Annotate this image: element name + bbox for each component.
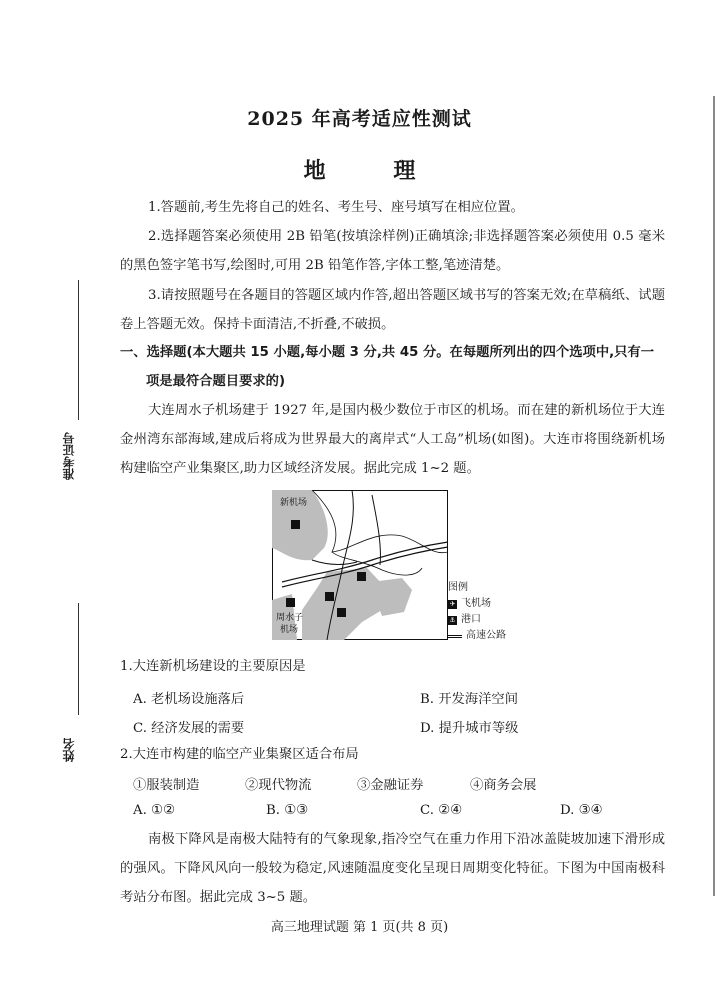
passage-2: 南极下降风是南极大陆特有的气象现象,指冷空气在重力作用下沿冰盖陡坡加速下滑形成的强风。下降风风向一般较为稳定,风速随温度变化呈现日周期变化特征。下图为中国南极科考站分布图。据此完成 3~5 题。 <box>120 832 665 905</box>
q1-option-d[interactable]: D. 提升城市等级 <box>420 721 519 736</box>
instruction-1: 1.答题前,考生先将自己的姓名、考生号、座号填写在相应位置。 <box>148 200 524 215</box>
q2-item-3: ③金融证券 <box>357 778 424 793</box>
port-icon-1 <box>357 572 366 581</box>
q2-option-c[interactable]: C. ②④ <box>420 803 462 818</box>
q2-item-2: ②现代物流 <box>245 778 312 793</box>
legend-title: 图例 <box>448 582 468 593</box>
name-label: 姓名 <box>62 738 76 762</box>
port-icon-3 <box>337 608 346 617</box>
section-heading-line2: 项是最符合题目要求的) <box>146 374 286 389</box>
old-airport-icon <box>286 598 295 607</box>
anchor-icon: ⚓ <box>449 615 456 624</box>
binding-line-bottom <box>78 603 79 715</box>
exam-title: 2025 年高考适应性测试 <box>247 108 472 130</box>
map-label-old-airport-2: 机场 <box>280 625 299 635</box>
instruction-2: 2.选择题答案必须使用 2B 铅笔(按填涂样例)正确填涂;非选择题答案必须使用 0.5 毫米的黑色签字笔书写,绘图时,可用 2B 铅笔作答,字体工整,笔迹清楚。 <box>120 229 665 273</box>
binding-line-top <box>78 280 79 420</box>
legend-port-label: 港口 <box>461 614 481 625</box>
q1-option-b[interactable]: B. 开发海洋空间 <box>420 692 519 707</box>
legend-airport-label: 飞机场 <box>461 598 491 609</box>
q2-option-d[interactable]: D. ③④ <box>560 803 603 818</box>
instruction-3: 3.请按照题号在各题目的答题区域内作答,超出答题区域书写的答案无效;在草稿纸、试题卷上答题无效。保持卡面清洁,不折叠,不破损。 <box>120 288 665 332</box>
legend-row-airport <box>448 596 506 612</box>
q2-item-4: ④商务会展 <box>470 778 537 793</box>
q2-option-a[interactable]: A. ①② <box>133 803 175 818</box>
map-label-new-airport: 新机场 <box>280 498 308 508</box>
airport-icon: ✈ <box>449 599 456 608</box>
q1-stem: 1.大连新机场建设的主要原因是 <box>120 659 306 674</box>
new-airport-icon <box>291 520 300 529</box>
subject-title: 地 理 <box>303 158 446 184</box>
map-legend <box>448 580 506 644</box>
legend-row-road <box>448 628 506 644</box>
exam-id-label: 准考证号 <box>62 432 76 480</box>
passage-1: 大连周水子机场建于 1927 年,是国内极少数位于市区的机场。而在建的新机场位于大连金州湾东部海域,建成后将成为世界最大的离岸式“人工岛”机场(如图)。大连市将围绕新机场构建临空产业集聚区,助力区域经济发展。据此完成 1~2 题。 <box>120 403 665 476</box>
legend-row-port <box>448 612 506 628</box>
port-icon-2 <box>325 592 334 601</box>
q2-stem: 2.大连市构建的临空产业集聚区适合布局 <box>120 747 359 762</box>
page-footer: 高三地理试题 第 1 页(共 8 页) <box>270 920 449 935</box>
page-edge-rule <box>713 96 715 896</box>
section-heading-line1: 一、选择题(本大题共 15 小题,每小题 3 分,共 45 分。在每题所列出的四个选项中,只有一 <box>120 345 655 360</box>
legend-road-label: 高速公路 <box>466 630 506 641</box>
road-line-icon <box>448 635 462 638</box>
map-label-old-airport-1: 周水子 <box>276 613 304 623</box>
section-heading <box>120 338 665 396</box>
q1-option-a[interactable]: A. 老机场设施落后 <box>133 692 245 707</box>
q2-item-1: ①服装制造 <box>133 778 200 793</box>
q2-option-b[interactable]: B. ①③ <box>266 803 309 818</box>
q1-option-c[interactable]: C. 经济发展的需要 <box>133 721 245 736</box>
